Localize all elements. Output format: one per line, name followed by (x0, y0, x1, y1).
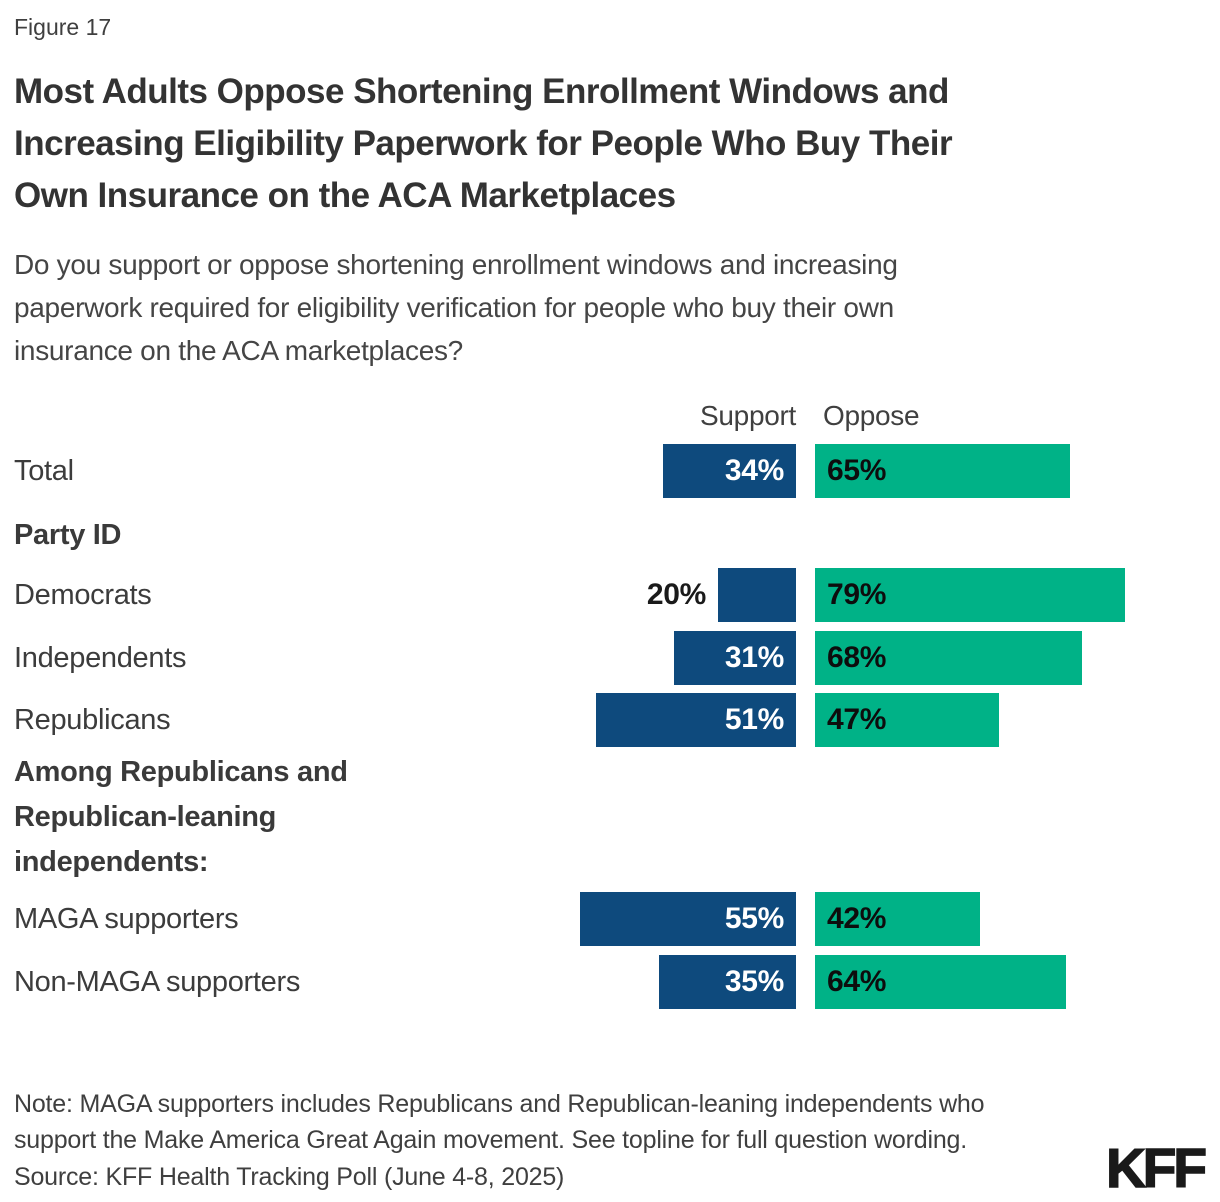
category-label: MAGA supporters (14, 903, 239, 935)
support-value-label: 31% (724, 641, 784, 674)
page-title: Most Adults Oppose Shortening Enrollment Windows and Increasing Eligibility Paperwork for People Who Buy Their Own Insurance on the ACA Marketplaces (14, 72, 953, 215)
column-header-support: Support (700, 400, 796, 431)
source-line: Source: KFF Health Tracking Poll (June 4-8, 2025) (14, 1163, 565, 1191)
category-label: Republicans (14, 704, 171, 736)
support-bar (718, 568, 796, 622)
section-header: Among Republicans and Republican-leaning independents: (14, 756, 348, 878)
oppose-value-label: 65% (827, 454, 887, 487)
support-value-label: 51% (724, 703, 784, 736)
support-value-label: 34% (724, 454, 784, 487)
category-label: Total (14, 455, 74, 487)
figure-label: Figure 17 (14, 14, 112, 40)
oppose-value-label: 68% (827, 641, 887, 674)
survey-question: Do you support or oppose shortening enrollment windows and increasing paperwork required for eligibility verification for people who buy their own insurance on the ACA marketplaces? (14, 249, 898, 366)
support-value-label: 35% (724, 965, 784, 998)
oppose-value-label: 79% (827, 578, 887, 611)
column-header-oppose: Oppose (823, 400, 920, 431)
category-label: Non-MAGA supporters (14, 966, 301, 998)
category-label: Independents (14, 642, 187, 674)
kff-logo: KFF (1106, 1137, 1204, 1199)
section-header: Party ID (14, 519, 122, 551)
oppose-value-label: 64% (827, 965, 887, 998)
oppose-value-label: 47% (827, 703, 887, 736)
category-label: Democrats (14, 579, 152, 611)
oppose-value-label: 42% (827, 902, 887, 935)
footnote: Note: MAGA supporters includes Republicans and Republican-leaning independents who support the Make America Great Again movement. See topline for full question wording. (14, 1090, 985, 1154)
support-value-label: 55% (724, 902, 784, 935)
support-value-label: 20% (646, 578, 706, 611)
